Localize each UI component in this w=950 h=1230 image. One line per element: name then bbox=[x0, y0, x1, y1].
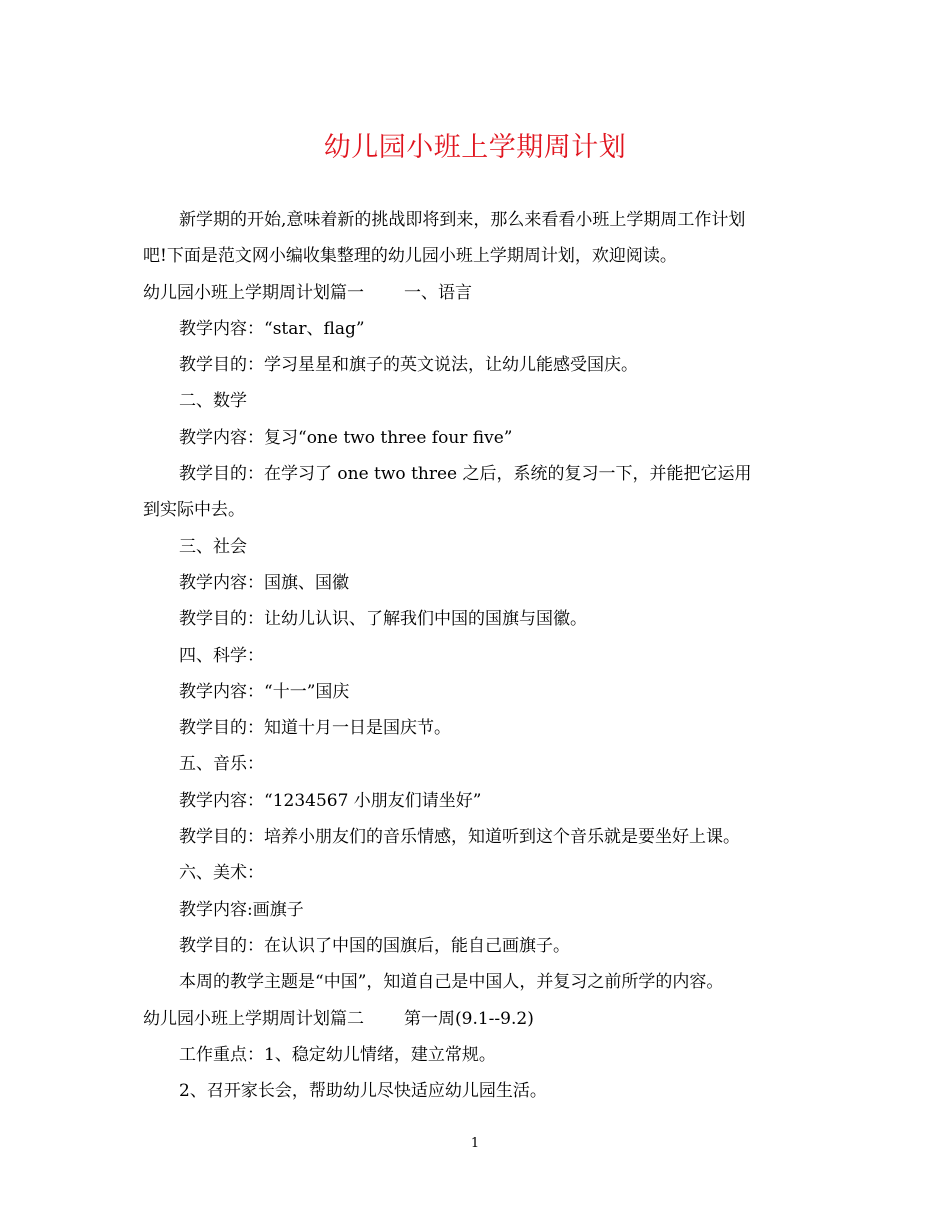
item-science-heading: 四、科学： bbox=[179, 645, 264, 666]
item-language-heading: 一、语言 bbox=[404, 282, 472, 303]
body-line: 教学目的：在认识了中国的国旗后，能自己画旗子。 bbox=[179, 935, 570, 956]
body-line: 教学内容：“十一”国庆 bbox=[179, 681, 350, 702]
work-focus-line-2: 2、召开家长会，帮助幼儿尽快适应幼儿园生活。 bbox=[179, 1081, 547, 1102]
body-line-continuation: 到实际中去。 bbox=[143, 500, 245, 521]
body-line: 教学目的：知道十月一日是国庆节。 bbox=[179, 718, 451, 739]
weekly-theme-line: 本周的教学主题是“中国”，知道自己是中国人，并复习之前所学的内容。 bbox=[179, 972, 724, 993]
body-line: 教学内容：复习“one two three four five” bbox=[179, 427, 513, 448]
body-line: 教学目的：学习星星和旗子的英文说法，让幼儿能感受国庆。 bbox=[179, 355, 638, 376]
item-society-heading: 三、社会 bbox=[179, 536, 247, 557]
body-line: 教学目的：在学习了 one two three 之后，系统的复习一下，并能把它运用 bbox=[179, 464, 752, 485]
work-focus-line-1: 工作重点：1、稳定幼儿情绪，建立常规。 bbox=[179, 1044, 496, 1065]
intro-paragraph-line-1: 新学期的开始,意味着新的挑战即将到来，那么来看看小班上学期周工作计划 bbox=[179, 210, 746, 230]
week-one-label: 第一周(9.1--9.2) bbox=[404, 1008, 534, 1029]
body-line: 教学目的：让幼儿认识、了解我们中国的国旗与国徽。 bbox=[179, 609, 587, 630]
document-body bbox=[143, 202, 808, 1109]
item-math-heading: 二、数学 bbox=[179, 391, 247, 412]
body-line: 教学内容：“1234567 小朋友们请坐好” bbox=[179, 790, 482, 811]
part-1-heading: 幼儿园小班上学期周计划篇一 bbox=[143, 282, 364, 303]
page-number: 1 bbox=[470, 1136, 480, 1151]
item-music-heading: 五、音乐： bbox=[179, 754, 264, 775]
item-art-heading: 六、美术： bbox=[179, 863, 264, 884]
body-line: 教学内容:画旗子 bbox=[179, 899, 304, 920]
document-title: 幼儿园小班上学期周计划 bbox=[323, 132, 627, 163]
body-line: 教学内容：“star、flag” bbox=[179, 318, 365, 339]
part-2-heading: 幼儿园小班上学期周计划篇二 bbox=[143, 1008, 364, 1029]
intro-paragraph-line-2: 吧!下面是范文网小编收集整理的幼儿园小班上学期周计划，欢迎阅读。 bbox=[143, 246, 677, 267]
body-line: 教学内容：国旗、国徽 bbox=[179, 572, 349, 593]
body-line: 教学目的：培养小朋友们的音乐情感，知道听到这个音乐就是要坐好上课。 bbox=[179, 827, 740, 848]
section-heading-part-1 bbox=[143, 275, 808, 311]
section-heading-part-2 bbox=[143, 1001, 808, 1037]
